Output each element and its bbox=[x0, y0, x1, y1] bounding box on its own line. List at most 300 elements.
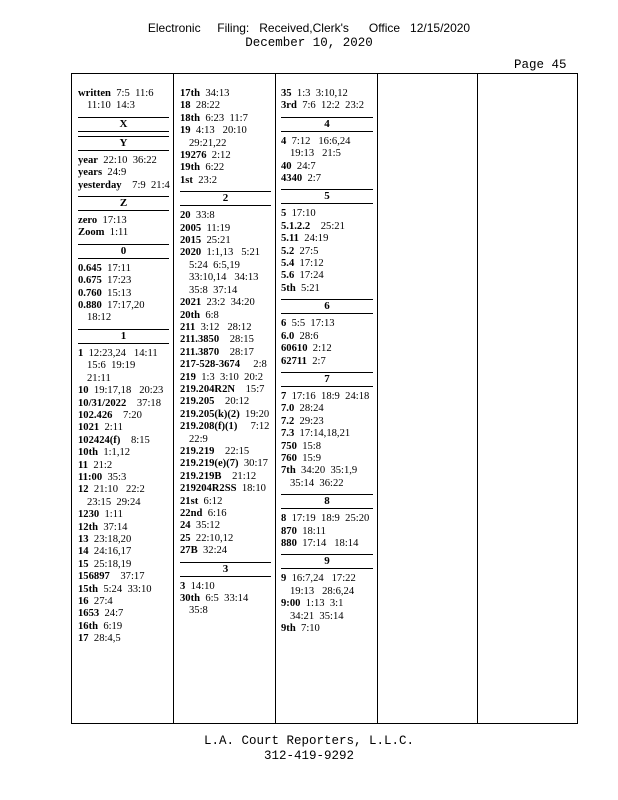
letter-heading: 7 bbox=[281, 372, 373, 387]
index-word: 219.219B bbox=[180, 470, 222, 482]
page-line-refs: 15:8 bbox=[302, 440, 322, 452]
index-entry bbox=[281, 403, 377, 415]
index-entry bbox=[281, 221, 377, 233]
index-entry bbox=[180, 421, 275, 446]
page-line-refs: 29:21,22 bbox=[189, 137, 227, 149]
page-line-refs: 17:14 18:14 bbox=[302, 537, 359, 549]
index-word: 5th bbox=[281, 282, 296, 294]
index-entry bbox=[180, 483, 275, 495]
index-word: 5 bbox=[281, 208, 287, 220]
index-entry bbox=[180, 359, 275, 371]
index-word: 5.11 bbox=[281, 233, 299, 245]
page-line-refs: 34:13 bbox=[205, 88, 230, 99]
index-word: yesterday bbox=[78, 179, 122, 191]
index-word: 27B bbox=[180, 545, 198, 557]
index-entry bbox=[180, 162, 275, 174]
index-entry bbox=[281, 318, 377, 330]
page-line-refs: 16:7,24 17:22 bbox=[291, 573, 356, 585]
page-line-refs: 2:7 bbox=[312, 355, 326, 367]
page-line-refs: 2:7 bbox=[307, 173, 322, 185]
index-entry bbox=[180, 297, 275, 309]
index-word: 219.205(k)(2) bbox=[180, 408, 240, 420]
page-line-refs: 7:10 bbox=[301, 623, 320, 634]
page-line-refs: 20:12 bbox=[219, 396, 250, 408]
index-word: 7th bbox=[281, 465, 296, 477]
page-line-refs: 28:22 bbox=[195, 100, 221, 112]
index-entry bbox=[281, 161, 377, 173]
index-word: 211.3850 bbox=[180, 334, 220, 346]
index-word: 0.645 bbox=[78, 262, 102, 274]
index-word: 1021 bbox=[78, 422, 100, 434]
page-line-refs: 35:14 36:22 bbox=[290, 477, 344, 489]
page-line-refs: 17:14,18,21 bbox=[299, 428, 351, 440]
page-line-refs: 7:12 16:6,24 bbox=[291, 135, 351, 147]
index-entry bbox=[78, 385, 173, 397]
index-entry bbox=[281, 331, 377, 343]
index-entry bbox=[180, 409, 275, 421]
page-line-refs: 17:19 18:9 25:20 bbox=[291, 513, 370, 525]
page-line-refs: 17:16 18:9 24:18 bbox=[291, 390, 370, 402]
page-line-refs: 15:13 bbox=[107, 287, 132, 299]
index-word: 1653 bbox=[78, 608, 100, 620]
index-word: 219.204R2N bbox=[180, 383, 236, 395]
page-line-refs: 35:3 bbox=[107, 471, 127, 483]
page-line-refs: 34:20 35:1,9 bbox=[301, 465, 358, 477]
index-word: 21st bbox=[180, 495, 199, 507]
index-word: 10 bbox=[78, 385, 89, 397]
page-line-refs: 25:21 bbox=[315, 220, 345, 232]
index-word: 9th bbox=[281, 623, 296, 634]
index-word: 1st bbox=[180, 174, 193, 186]
index-entry bbox=[78, 263, 173, 275]
page-line-refs: 2:12 bbox=[312, 343, 332, 355]
page-line-refs: 6:12 bbox=[203, 495, 223, 507]
index-word: 5.2 bbox=[281, 245, 295, 257]
index-word: 5.4 bbox=[281, 258, 295, 270]
page-line-refs: 11:10 14:3 bbox=[87, 100, 135, 112]
index-entry bbox=[281, 173, 377, 185]
hearing-date: December 10, 2020 bbox=[245, 36, 373, 50]
index-entry bbox=[78, 596, 173, 608]
index-word: 211.3870 bbox=[180, 346, 220, 358]
index-entry bbox=[281, 246, 377, 258]
index-entry bbox=[78, 398, 173, 410]
index-entry bbox=[281, 513, 377, 525]
page-line-refs: 27:4 bbox=[93, 596, 113, 607]
index-entry bbox=[281, 258, 377, 270]
index-word: 8 bbox=[281, 513, 287, 525]
index-word: 219 bbox=[180, 371, 196, 383]
index-word: 17th bbox=[180, 88, 201, 99]
index-column-2 bbox=[174, 74, 276, 723]
page-line-refs: 1:3 3:10 20:2 bbox=[201, 371, 263, 383]
page-line-refs: 7:5 11:6 bbox=[116, 88, 154, 99]
index-entry bbox=[78, 227, 173, 239]
index-word: 24 bbox=[180, 520, 191, 532]
page-line-refs: 17:12 bbox=[299, 258, 324, 270]
page-line-refs: 37:17 bbox=[115, 571, 145, 583]
index-word: 15 bbox=[78, 558, 89, 570]
index-entry bbox=[281, 356, 377, 368]
letter-heading: Z bbox=[78, 196, 169, 211]
index-entry bbox=[180, 593, 275, 618]
page-line-refs: 6:16 bbox=[207, 508, 227, 519]
index-entry bbox=[180, 322, 275, 334]
index-entry bbox=[180, 247, 275, 297]
page-line-refs: 28:17 bbox=[224, 346, 254, 358]
index-word: Zoom bbox=[78, 227, 105, 239]
index-entry bbox=[78, 633, 173, 645]
page-line-refs: 1:3 3:10,12 bbox=[296, 88, 348, 99]
index-word: 219.219(e)(7) bbox=[180, 458, 239, 470]
index-word: 9 bbox=[281, 573, 287, 585]
page-line-refs: 5:5 17:13 bbox=[291, 318, 335, 330]
index-entry bbox=[180, 150, 275, 162]
reporter-phone: 312-419-9292 bbox=[263, 749, 354, 763]
page-line-refs: 5:24 33:10 bbox=[103, 583, 152, 595]
index-entry bbox=[281, 465, 377, 490]
index-word: 15th bbox=[78, 583, 99, 595]
index-word: year bbox=[78, 154, 98, 166]
page-line-refs: 24:16,17 bbox=[93, 546, 132, 558]
index-word: 40 bbox=[281, 160, 292, 172]
index-word: 18 bbox=[180, 100, 191, 112]
index-entry bbox=[180, 471, 275, 483]
index-word: 17 bbox=[78, 633, 89, 645]
letter-heading: X bbox=[78, 117, 169, 132]
index-entry bbox=[281, 416, 377, 428]
index-word: 62711 bbox=[281, 355, 307, 367]
index-column-5 bbox=[478, 74, 577, 723]
index-word: 3 bbox=[180, 580, 186, 592]
index-entry bbox=[180, 384, 275, 396]
index-word: 750 bbox=[281, 440, 297, 452]
index-word: 1230 bbox=[78, 509, 100, 521]
index-entry bbox=[78, 348, 173, 385]
index-word: 870 bbox=[281, 525, 297, 537]
index-entry bbox=[78, 155, 173, 167]
page-line-refs: 6:19 bbox=[103, 620, 123, 632]
index-entry bbox=[180, 533, 275, 545]
page-line-refs: 22:9 bbox=[189, 433, 208, 445]
page-line-refs: 19:13 28:6,24 bbox=[290, 585, 355, 597]
index-word: 20th bbox=[180, 309, 201, 321]
index-entry bbox=[78, 447, 173, 459]
page-line-refs: 8:15 bbox=[125, 434, 150, 446]
index-word: zero bbox=[78, 215, 98, 227]
index-word: 16th bbox=[78, 620, 99, 632]
page-line-refs: 25:18,19 bbox=[93, 558, 132, 570]
index-word: 9:00 bbox=[281, 598, 301, 610]
page-line-refs: 24:7 bbox=[104, 608, 124, 620]
index-word: 219.205 bbox=[180, 396, 215, 408]
page-line-refs: 18:11 bbox=[302, 525, 326, 537]
letter-heading: 0 bbox=[78, 244, 169, 259]
index-entry bbox=[78, 167, 173, 179]
page-line-refs: 22:10,12 bbox=[195, 532, 234, 544]
index-word: 217-528-3674 bbox=[180, 359, 241, 371]
page-line-refs: 37:14 bbox=[103, 521, 128, 533]
page-line-refs: 21:10 22:2 bbox=[93, 484, 145, 496]
index-entry bbox=[180, 508, 275, 520]
page-line-refs: 7:6 12:2 23:2 bbox=[302, 100, 364, 112]
index-word: 2020 bbox=[180, 247, 202, 259]
page-line-refs: 17:17,20 bbox=[107, 300, 145, 312]
index-word: 11 bbox=[78, 459, 89, 471]
index-entry bbox=[180, 334, 275, 346]
page-line-refs: 1:1,12 bbox=[103, 447, 131, 459]
index-word: 22nd bbox=[180, 508, 203, 519]
index-entry bbox=[180, 458, 275, 470]
index-word: 11:00 bbox=[78, 471, 103, 483]
index-entry bbox=[78, 410, 173, 422]
page-line-refs: 15:6 19:19 bbox=[87, 360, 136, 372]
page-line-refs: 1:13 3:1 bbox=[305, 598, 344, 610]
page-line-refs: 2:12 bbox=[211, 150, 231, 162]
letter-heading: 5 bbox=[281, 189, 373, 204]
page-line-refs: 5:21 bbox=[301, 282, 320, 294]
page-line-refs: 5:24 6:5,19 bbox=[189, 259, 240, 271]
index-entry bbox=[281, 283, 377, 295]
index-word: 10th bbox=[78, 447, 99, 459]
index-word: 0.880 bbox=[78, 300, 102, 312]
page-line-refs: 30:17 bbox=[243, 458, 268, 470]
index-entry bbox=[281, 526, 377, 538]
letter-heading: 6 bbox=[281, 299, 373, 314]
page-line-refs: 12:23,24 14:11 bbox=[88, 347, 158, 359]
index-entry bbox=[180, 347, 275, 359]
page-line-refs: 21:11 bbox=[87, 372, 111, 384]
page-line-refs: 19:17,18 20:23 bbox=[93, 385, 164, 397]
page-line-refs: 7:20 bbox=[117, 409, 142, 421]
index-entry bbox=[78, 215, 173, 227]
page-line-refs: 33:8 bbox=[195, 210, 215, 222]
page-line-refs: 15:9 bbox=[302, 452, 322, 464]
index-word: 35 bbox=[281, 88, 292, 99]
index-entry bbox=[78, 559, 173, 571]
page-number: Page 45 bbox=[514, 58, 567, 72]
index-word: 0.760 bbox=[78, 287, 102, 299]
index-entry bbox=[78, 522, 173, 534]
index-entry bbox=[281, 233, 377, 245]
index-word: 4340 bbox=[281, 173, 303, 185]
index-word: 219.219 bbox=[180, 445, 215, 457]
index-word: 18th bbox=[180, 112, 201, 124]
index-entry bbox=[180, 310, 275, 322]
index-column-3 bbox=[276, 74, 378, 723]
index-entry bbox=[281, 573, 377, 598]
index-entry bbox=[78, 435, 173, 447]
page-line-refs: 1:11 bbox=[104, 509, 123, 521]
index-word: 156897 bbox=[78, 571, 110, 583]
index-word: 7.2 bbox=[281, 415, 295, 427]
index-entry bbox=[78, 180, 173, 192]
letter-heading: 4 bbox=[281, 117, 373, 132]
index-entry bbox=[281, 538, 377, 550]
index-entry bbox=[180, 372, 275, 384]
page-line-refs: 11:19 bbox=[206, 222, 231, 234]
index-entry bbox=[180, 223, 275, 235]
index-word: 25 bbox=[180, 532, 191, 544]
page-line-refs: 34:21 35:14 bbox=[290, 610, 344, 622]
page-line-refs: 28:24 bbox=[299, 403, 324, 415]
page-line-refs: 32:24 bbox=[202, 545, 228, 557]
index-word: 7 bbox=[281, 390, 287, 402]
page-line-refs: 6:8 bbox=[205, 309, 219, 321]
index-entry bbox=[281, 136, 377, 161]
page-line-refs: 17:10 bbox=[291, 208, 316, 220]
index-word: 2021 bbox=[180, 297, 202, 309]
index-column-1 bbox=[72, 74, 174, 723]
index-word: 7.0 bbox=[281, 403, 295, 415]
index-entry bbox=[180, 581, 275, 593]
letter-heading: 9 bbox=[281, 554, 373, 569]
letter-heading: 1 bbox=[78, 329, 169, 344]
page-line-refs: 24:19 bbox=[304, 233, 329, 245]
page-line-refs: 18:10 bbox=[241, 483, 266, 495]
index-entry bbox=[78, 472, 173, 484]
index-word: 20 bbox=[180, 210, 191, 222]
page-line-refs: 17:24 bbox=[299, 270, 324, 282]
page-line-refs: 17:13 bbox=[102, 215, 127, 227]
index-entry bbox=[78, 534, 173, 546]
index-word: 19 bbox=[180, 125, 191, 137]
index-entry bbox=[281, 391, 377, 403]
index-entry bbox=[281, 623, 377, 635]
index-entry bbox=[180, 446, 275, 458]
index-entry bbox=[281, 428, 377, 440]
page-line-refs: 25:21 bbox=[206, 235, 231, 247]
page-line-refs: 21:12 bbox=[226, 470, 257, 482]
index-word: 12 bbox=[78, 484, 89, 496]
page-line-refs: 23:2 34:20 bbox=[206, 297, 255, 309]
page-line-refs: 7:9 21:4 bbox=[126, 179, 170, 191]
index-entry bbox=[78, 608, 173, 620]
index-entry bbox=[78, 275, 173, 287]
page-line-refs: 24:7 bbox=[296, 160, 316, 172]
reporter-name: L.A. Court Reporters, L.L.C. bbox=[203, 734, 415, 748]
index-entry bbox=[78, 584, 173, 596]
page-line-refs: 6:23 11:7 bbox=[205, 112, 248, 124]
page-line-refs: 23:15 29:24 bbox=[87, 496, 141, 508]
index-word: 19276 bbox=[180, 150, 207, 162]
page-line-refs: 17:23 bbox=[107, 275, 132, 287]
index-word: 2015 bbox=[180, 235, 202, 247]
page-line-refs: 19:13 21:5 bbox=[290, 148, 341, 160]
index-word: 5.1.2.2 bbox=[281, 220, 311, 232]
index-entry bbox=[180, 125, 275, 150]
index-entry bbox=[180, 113, 275, 125]
page-line-refs: 1:1,13 5:21 bbox=[206, 247, 261, 259]
index-word: 13 bbox=[78, 533, 89, 545]
index-word: 880 bbox=[281, 537, 297, 549]
page-line-refs: 28:4,5 bbox=[93, 633, 121, 645]
index-entry bbox=[180, 88, 275, 100]
index-entry bbox=[281, 270, 377, 282]
page-line-refs: 33:10,14 34:13 bbox=[189, 272, 259, 284]
index-entry bbox=[78, 509, 173, 521]
index-word: 760 bbox=[281, 452, 297, 464]
page-line-refs: 23:18,20 bbox=[93, 533, 132, 545]
index-entry bbox=[78, 571, 173, 583]
index-word: 19th bbox=[180, 162, 201, 174]
page-line-refs: 2:8 bbox=[245, 359, 267, 371]
page-line-refs: 37:18 bbox=[131, 397, 161, 409]
index-word: written bbox=[78, 88, 111, 99]
page-line-refs: 23:2 bbox=[198, 174, 218, 186]
page-line-refs: 1:11 bbox=[109, 227, 129, 239]
index-word: 3rd bbox=[281, 100, 297, 112]
page-line-refs: 28:15 bbox=[224, 334, 254, 346]
index-entry bbox=[180, 496, 275, 508]
index-word: 10/31/2022 bbox=[78, 397, 127, 409]
page-line-refs: 4:13 20:10 bbox=[195, 125, 247, 137]
page-line-refs: 35:8 37:14 bbox=[189, 284, 238, 296]
page-line-refs: 19:20 bbox=[245, 408, 270, 420]
index-entry bbox=[78, 288, 173, 300]
index-entry bbox=[180, 235, 275, 247]
index-word: 16 bbox=[78, 596, 89, 607]
page-line-refs: 6:5 33:14 bbox=[205, 593, 249, 605]
index-entry bbox=[281, 453, 377, 465]
page-line-refs: 18:12 bbox=[87, 312, 112, 324]
index-entry bbox=[180, 396, 275, 408]
index-entry bbox=[281, 441, 377, 453]
index-word: years bbox=[78, 167, 103, 179]
index-word: 102.426 bbox=[78, 409, 113, 421]
index-word: 4 bbox=[281, 135, 287, 147]
page-line-refs: 2:11 bbox=[104, 422, 123, 434]
page-line-refs: 28:6 bbox=[299, 330, 319, 342]
page-line-refs: 35:8 bbox=[189, 605, 208, 617]
page-line-refs: 22:10 36:22 bbox=[103, 154, 157, 166]
index-word: 2005 bbox=[180, 222, 202, 234]
page-line-refs: 7:12 bbox=[242, 421, 270, 433]
index-word: 211 bbox=[180, 321, 196, 333]
page-line-refs: 3:12 28:12 bbox=[200, 321, 252, 333]
index-word: 60610 bbox=[281, 343, 308, 355]
reporter-footer bbox=[0, 734, 618, 764]
page-line-refs: 24:9 bbox=[107, 167, 127, 179]
index-entry bbox=[281, 100, 377, 112]
page-line-refs: 17:11 bbox=[107, 262, 131, 274]
page-line-refs: 6:22 bbox=[205, 162, 225, 174]
index-word: 102424(f) bbox=[78, 434, 121, 446]
index-entry bbox=[180, 175, 275, 187]
letter-heading: Y bbox=[78, 136, 169, 151]
index-entry bbox=[281, 598, 377, 623]
word-index-frame bbox=[71, 73, 578, 724]
page-line-refs: 27:5 bbox=[299, 245, 319, 257]
index-word: 12th bbox=[78, 521, 99, 533]
index-word: 6.0 bbox=[281, 330, 295, 342]
letter-heading: 2 bbox=[180, 191, 271, 206]
index-entry bbox=[281, 343, 377, 355]
page-line-refs: 21:2 bbox=[93, 459, 113, 471]
page-line-refs: 35:12 bbox=[195, 520, 221, 532]
index-entry bbox=[78, 88, 173, 113]
page-line-refs: 14:10 bbox=[190, 580, 215, 592]
index-entry bbox=[78, 484, 173, 509]
index-word: 5.6 bbox=[281, 270, 295, 282]
index-word: 219204R2SS bbox=[180, 483, 237, 495]
index-entry bbox=[180, 545, 275, 557]
index-word: 6 bbox=[281, 318, 287, 330]
index-entry bbox=[78, 546, 173, 558]
index-entry bbox=[78, 460, 173, 472]
index-word: 7.3 bbox=[281, 428, 295, 440]
index-word: 219.208(f)(1) bbox=[180, 421, 238, 433]
